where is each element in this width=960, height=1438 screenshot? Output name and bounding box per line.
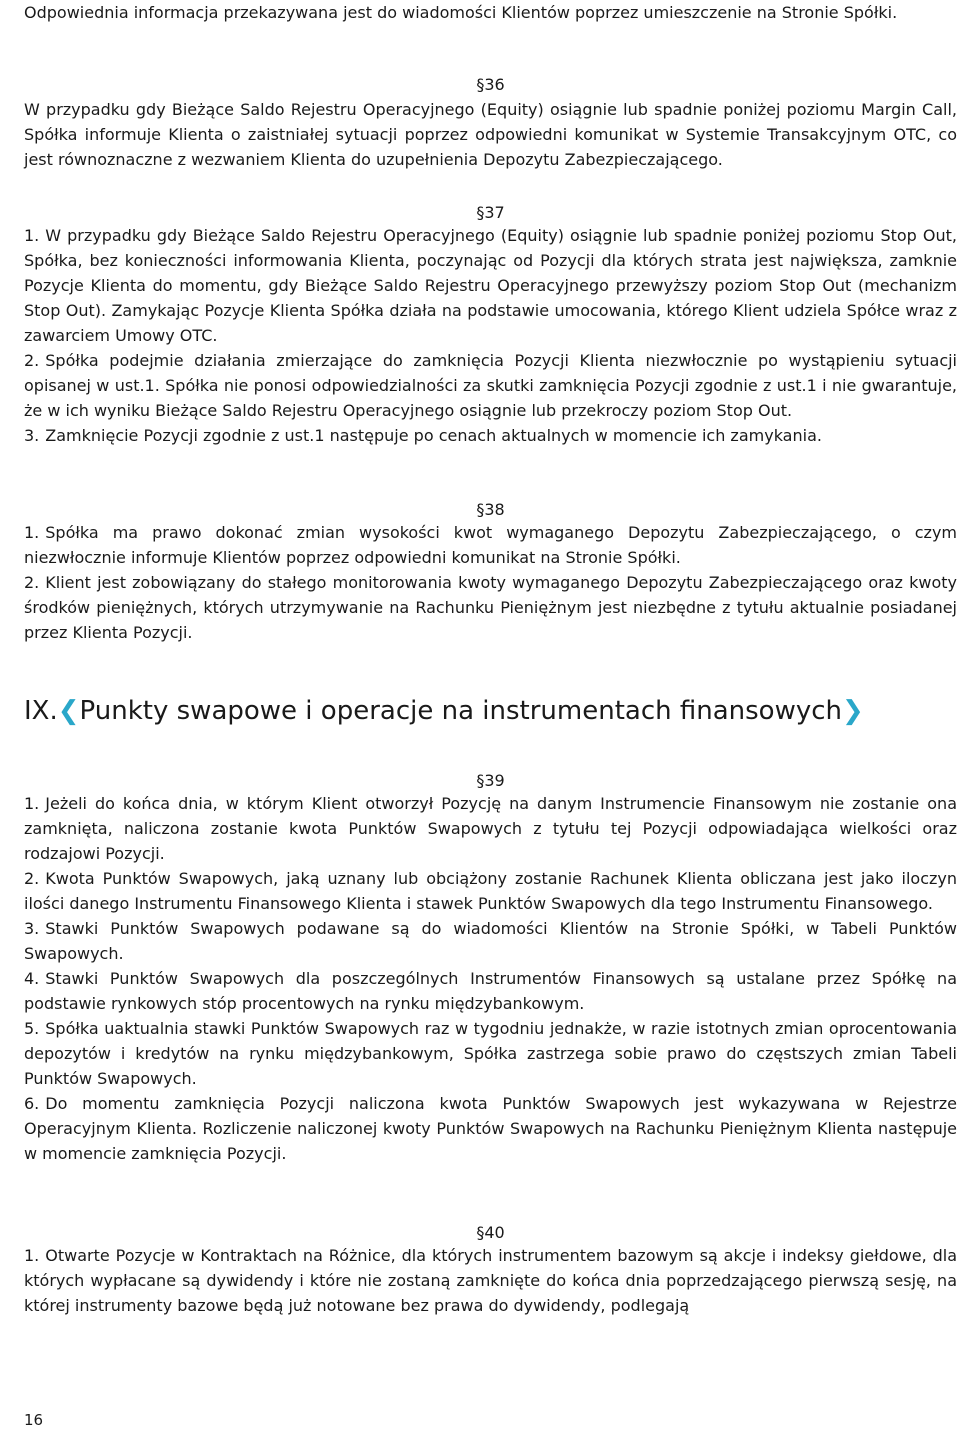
list-item: 3. Stawki Punktów Swapowych podawane są do wiadomości Klientów na Stronie Spółki, w Tabeli Punktów Swapowych.: [24, 919, 957, 963]
section-36-text: W przypadku gdy Bieżące Saldo Rejestru Operacyjnego (Equity) osiągnie lub spadnie poniżej poziomu Margin Call, Spółka informuje Klienta o zaistniałej sytuacji poprzez odpowiedni komunikat w Systemie Transakcyjnym OTC, co jest równoznaczne z wezwaniem Klienta do uzupełnienia Depozytu Zabezpieczającego.: [24, 100, 957, 169]
section-39-list: [24, 791, 957, 1166]
list-item: 1. Spółka ma prawo dokonać zmian wysokości kwot wymaganego Depozytu Zabezpieczającego, o czym niezwłocznie informuje Klientów poprzez odpowiedni komunikat na Stronie Spółki.: [24, 523, 957, 567]
list-item: 1. Jeżeli do końca dnia, w którym Klient otworzył Pozycję na danym Instrumencie Finansowym nie zostanie ona zamknięta, naliczona zostanie kwota Punktów Swapowych z tytułu tej Pozycji odpowiadająca wielkości oraz rodzajowi Pozycji.: [24, 794, 957, 863]
chevron-right-icon: ❯: [842, 696, 864, 726]
list-item: 1. W przypadku gdy Bieżące Saldo Rejestru Operacyjnego (Equity) osiągnie lub spadnie poniżej poziomu Stop Out, Spółka, bez konieczności informowania Klienta, poczynając od Pozycji dla których strata jest największa, zamknie Pozycje Klienta do momentu, gdy Bieżące Saldo Rejestru Operacyjnego przewyższy poziom Stop Out (mechanizm Stop Out). Zamykając Pozycje Klienta Spółka działa na podstawie umocowania, którego Klient udziela Spółce wraz z zawarciem Umowy OTC.: [24, 226, 957, 345]
chapter-title: Punkty swapowe i operacje na instrumentach finansowych: [79, 696, 843, 726]
top-paragraph: Odpowiednia informacja przekazywana jest do wiadomości Klientów poprzez umieszczenie na Stronie Spółki.: [24, 3, 898, 22]
section-36-title: §36: [476, 75, 505, 94]
section-38-list: [24, 520, 957, 645]
list-item: 2. Klient jest zobowiązany do stałego monitorowania kwoty wymaganego Depozytu Zabezpieczającego oraz kwoty środków pieniężnych, których utrzymywanie na Rachunku Pieniężnym jest niezbędne z tytułu aktualnie posiadanej przez Klienta Pozycji.: [24, 573, 957, 642]
list-item: 6. Do momentu zamknięcia Pozycji naliczona kwota Punktów Swapowych jest wykazywana w Rejestrze Operacyjnym Klienta. Rozliczenie naliczonej kwoty Punktów Swapowych na Rachunku Pieniężnym Klienta następuje w momencie zamknięcia Pozycji.: [24, 1094, 957, 1163]
chevron-left-icon: ❮: [57, 696, 80, 726]
chapter-numeral: IX.: [24, 696, 58, 726]
section-40-list: [24, 1243, 957, 1318]
section-37-list: [24, 223, 957, 448]
page-number: 16: [24, 1411, 44, 1429]
list-item: 4. Stawki Punktów Swapowych dla poszczególnych Instrumentów Finansowych są ustalane przez Spółkę na podstawie rynkowych stóp procentowych na rynku międzybankowym.: [24, 969, 957, 1013]
section-40-title: §40: [476, 1223, 505, 1242]
list-item: 2. Spółka podejmie działania zmierzające do zamknięcia Pozycji Klienta niezwłocznie po wystąpieniu sytuacji opisanej w ust.1. Spółka nie ponosi odpowiedzialności za skutki zamknięcia Pozycji zgodnie z ust.1 i nie gwarantuje, że w ich wyniku Bieżące Saldo Rejestru Operacyjnego osiągnie lub przekroczy poziom Stop Out.: [24, 351, 957, 420]
list-item: 1. Otwarte Pozycje w Kontraktach na Różnice, dla których instrumentem bazowym są akcje i indeksy giełdowe, dla których wypłacane są dywidendy i które nie zostaną zamknięte do końca dnia poprzedzającego pierwszą sesję, na której instrumenty bazowe będą już notowane bez prawa do dywidendy, podlegają: [24, 1246, 957, 1315]
chapter-heading: [24, 695, 864, 727]
list-item: 2. Kwota Punktów Swapowych, jaką uznany lub obciążony zostanie Rachunek Klienta obliczana jest jako iloczyn ilości danego Instrumentu Finansowego Klienta i stawek Punktów Swapowych dla tego Instrumentu Finansowego.: [24, 869, 957, 913]
section-37-title: §37: [476, 203, 505, 222]
list-item: 5. Spółka uaktualnia stawki Punktów Swapowych raz w tygodniu jednakże, w razie istotnych zmian oprocentowania depozytów i kredytów na rynku międzybankowym, Spółka zastrzega sobie prawo do częstszych zmian Tabeli Punktów Swapowych.: [24, 1019, 957, 1088]
section-39-title: §39: [476, 771, 505, 790]
section-38-title: §38: [476, 500, 505, 519]
list-item: 3. Zamknięcie Pozycji zgodnie z ust.1 następuje po cenach aktualnych w momencie ich zamykania.: [24, 426, 822, 445]
